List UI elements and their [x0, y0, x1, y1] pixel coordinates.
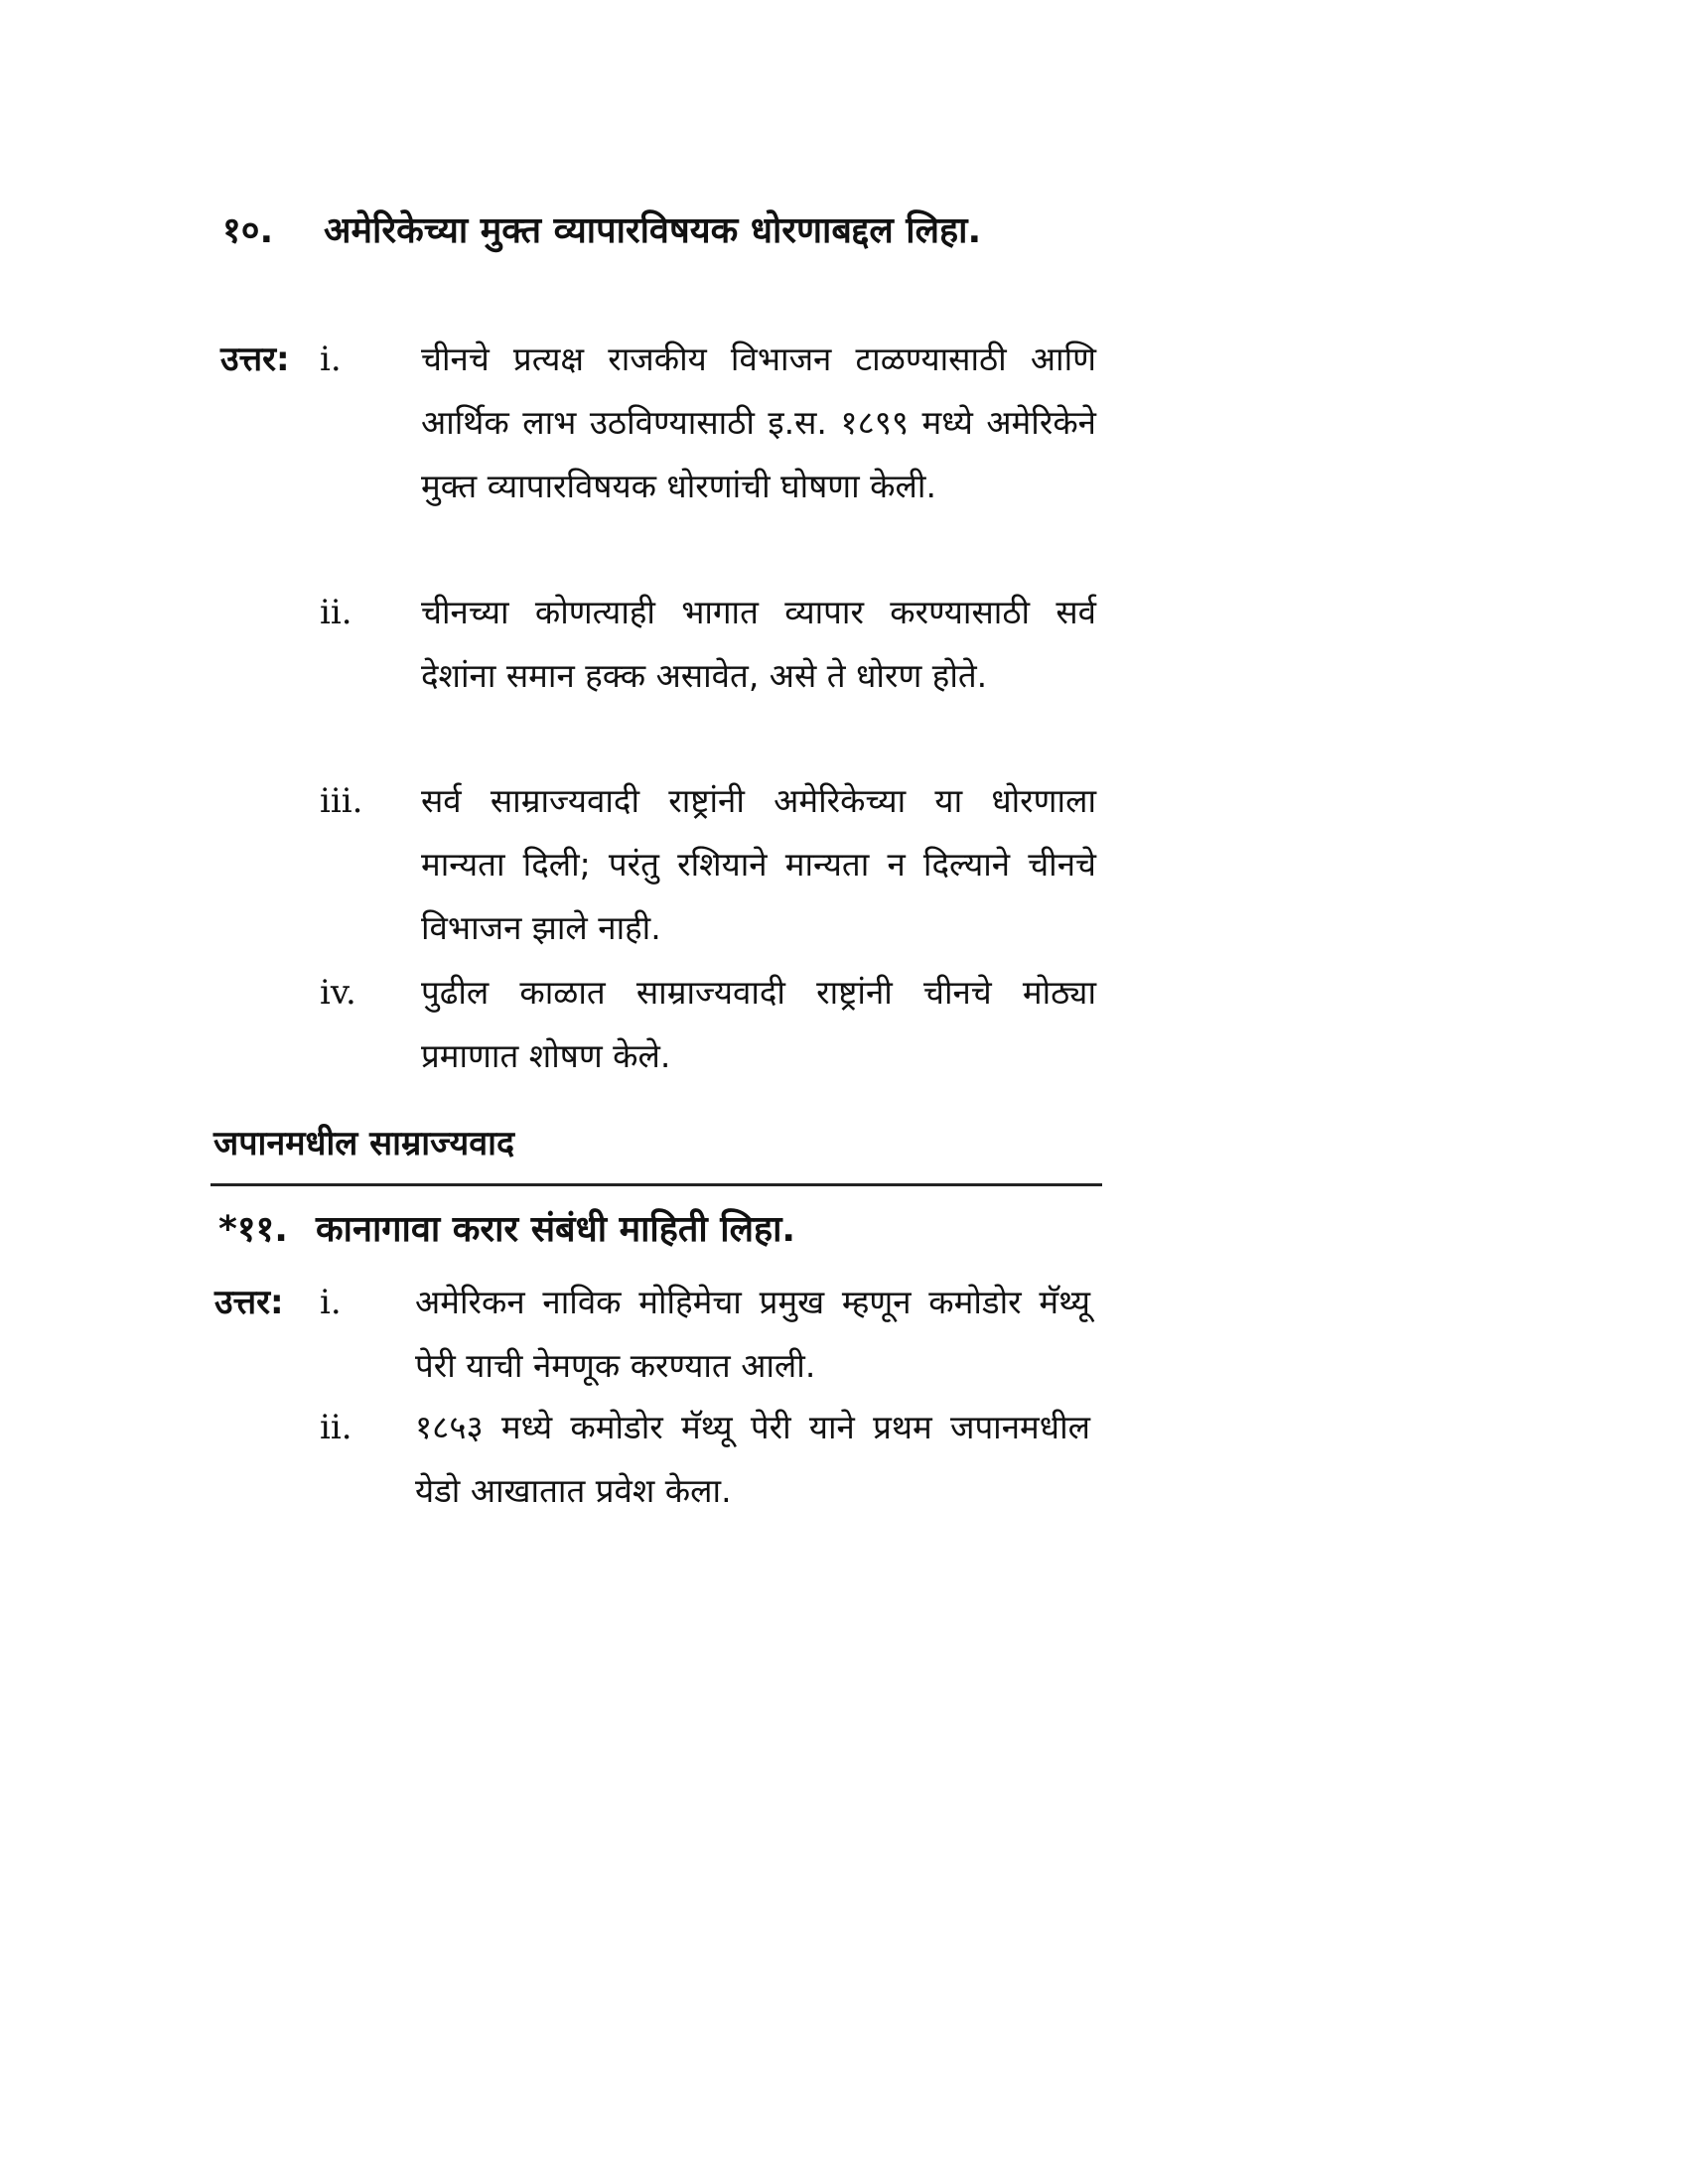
answer-item-text: सर्व साम्राज्यवादी राष्ट्रांनी अमेरिकेच्या या धोरणाला मान्यता दिली; परंतु रशियाने मान्यता न दिल्याने चीनचे विभाजन झाले नाही.: [421, 781, 1096, 947]
section-heading: जपानमधील साम्राज्यवाद: [213, 1124, 515, 1163]
answer-item-text: १८५३ मध्ये कमोडोर मॅथ्यू पेरी याने प्रथम जपानमधील येडो आखातात प्रवेश केला.: [415, 1408, 1090, 1510]
answer-item-text: चीनच्या कोणत्याही भागात व्यापार करण्यासाठी सर्व देशांना समान हक्क असावेत, असे ते धोरण होते.: [421, 593, 1096, 695]
question-number: १०.: [222, 210, 274, 251]
question-text: अमेरिकेच्या मुक्त व्यापारविषयक धोरणाबद्दल लिहा.: [324, 210, 982, 251]
answer-item-text: पुढील काळात साम्राज्यवादी राष्ट्रांनी चीनचे मोठ्या प्रमाणात शोषण केले.: [421, 973, 1096, 1075]
question-text: कानागावा करार संबंधी माहिती लिहा.: [316, 1209, 796, 1250]
answer-item-number: iv.: [320, 973, 356, 1013]
question-number: *११.: [218, 1209, 288, 1250]
answer-item-number: ii.: [320, 593, 352, 632]
section-divider: [211, 1183, 1102, 1186]
answer-label: उत्तर:: [220, 340, 290, 379]
answer-item-number: i.: [320, 340, 342, 379]
answer-label: उत्तर:: [214, 1283, 284, 1322]
answer-item-number: i.: [320, 1283, 342, 1322]
answer-item-text: चीनचे प्रत्यक्ष राजकीय विभाजन टाळण्यासाठी आणि आर्थिक लाभ उठविण्यासाठी इ.स. १८९९ मध्ये अमेरिकेने मुक्त व्यापारविषयक धोरणांची घोषणा केली.: [421, 340, 1096, 505]
answer-item-number: iii.: [320, 781, 363, 821]
answer-item-number: ii.: [320, 1408, 352, 1447]
answer-item-text: अमेरिकन नाविक मोहिमेचा प्रमुख म्हणून कमोडोर मॅथ्यू पेरी याची नेमणूक करण्यात आली.: [415, 1283, 1090, 1385]
